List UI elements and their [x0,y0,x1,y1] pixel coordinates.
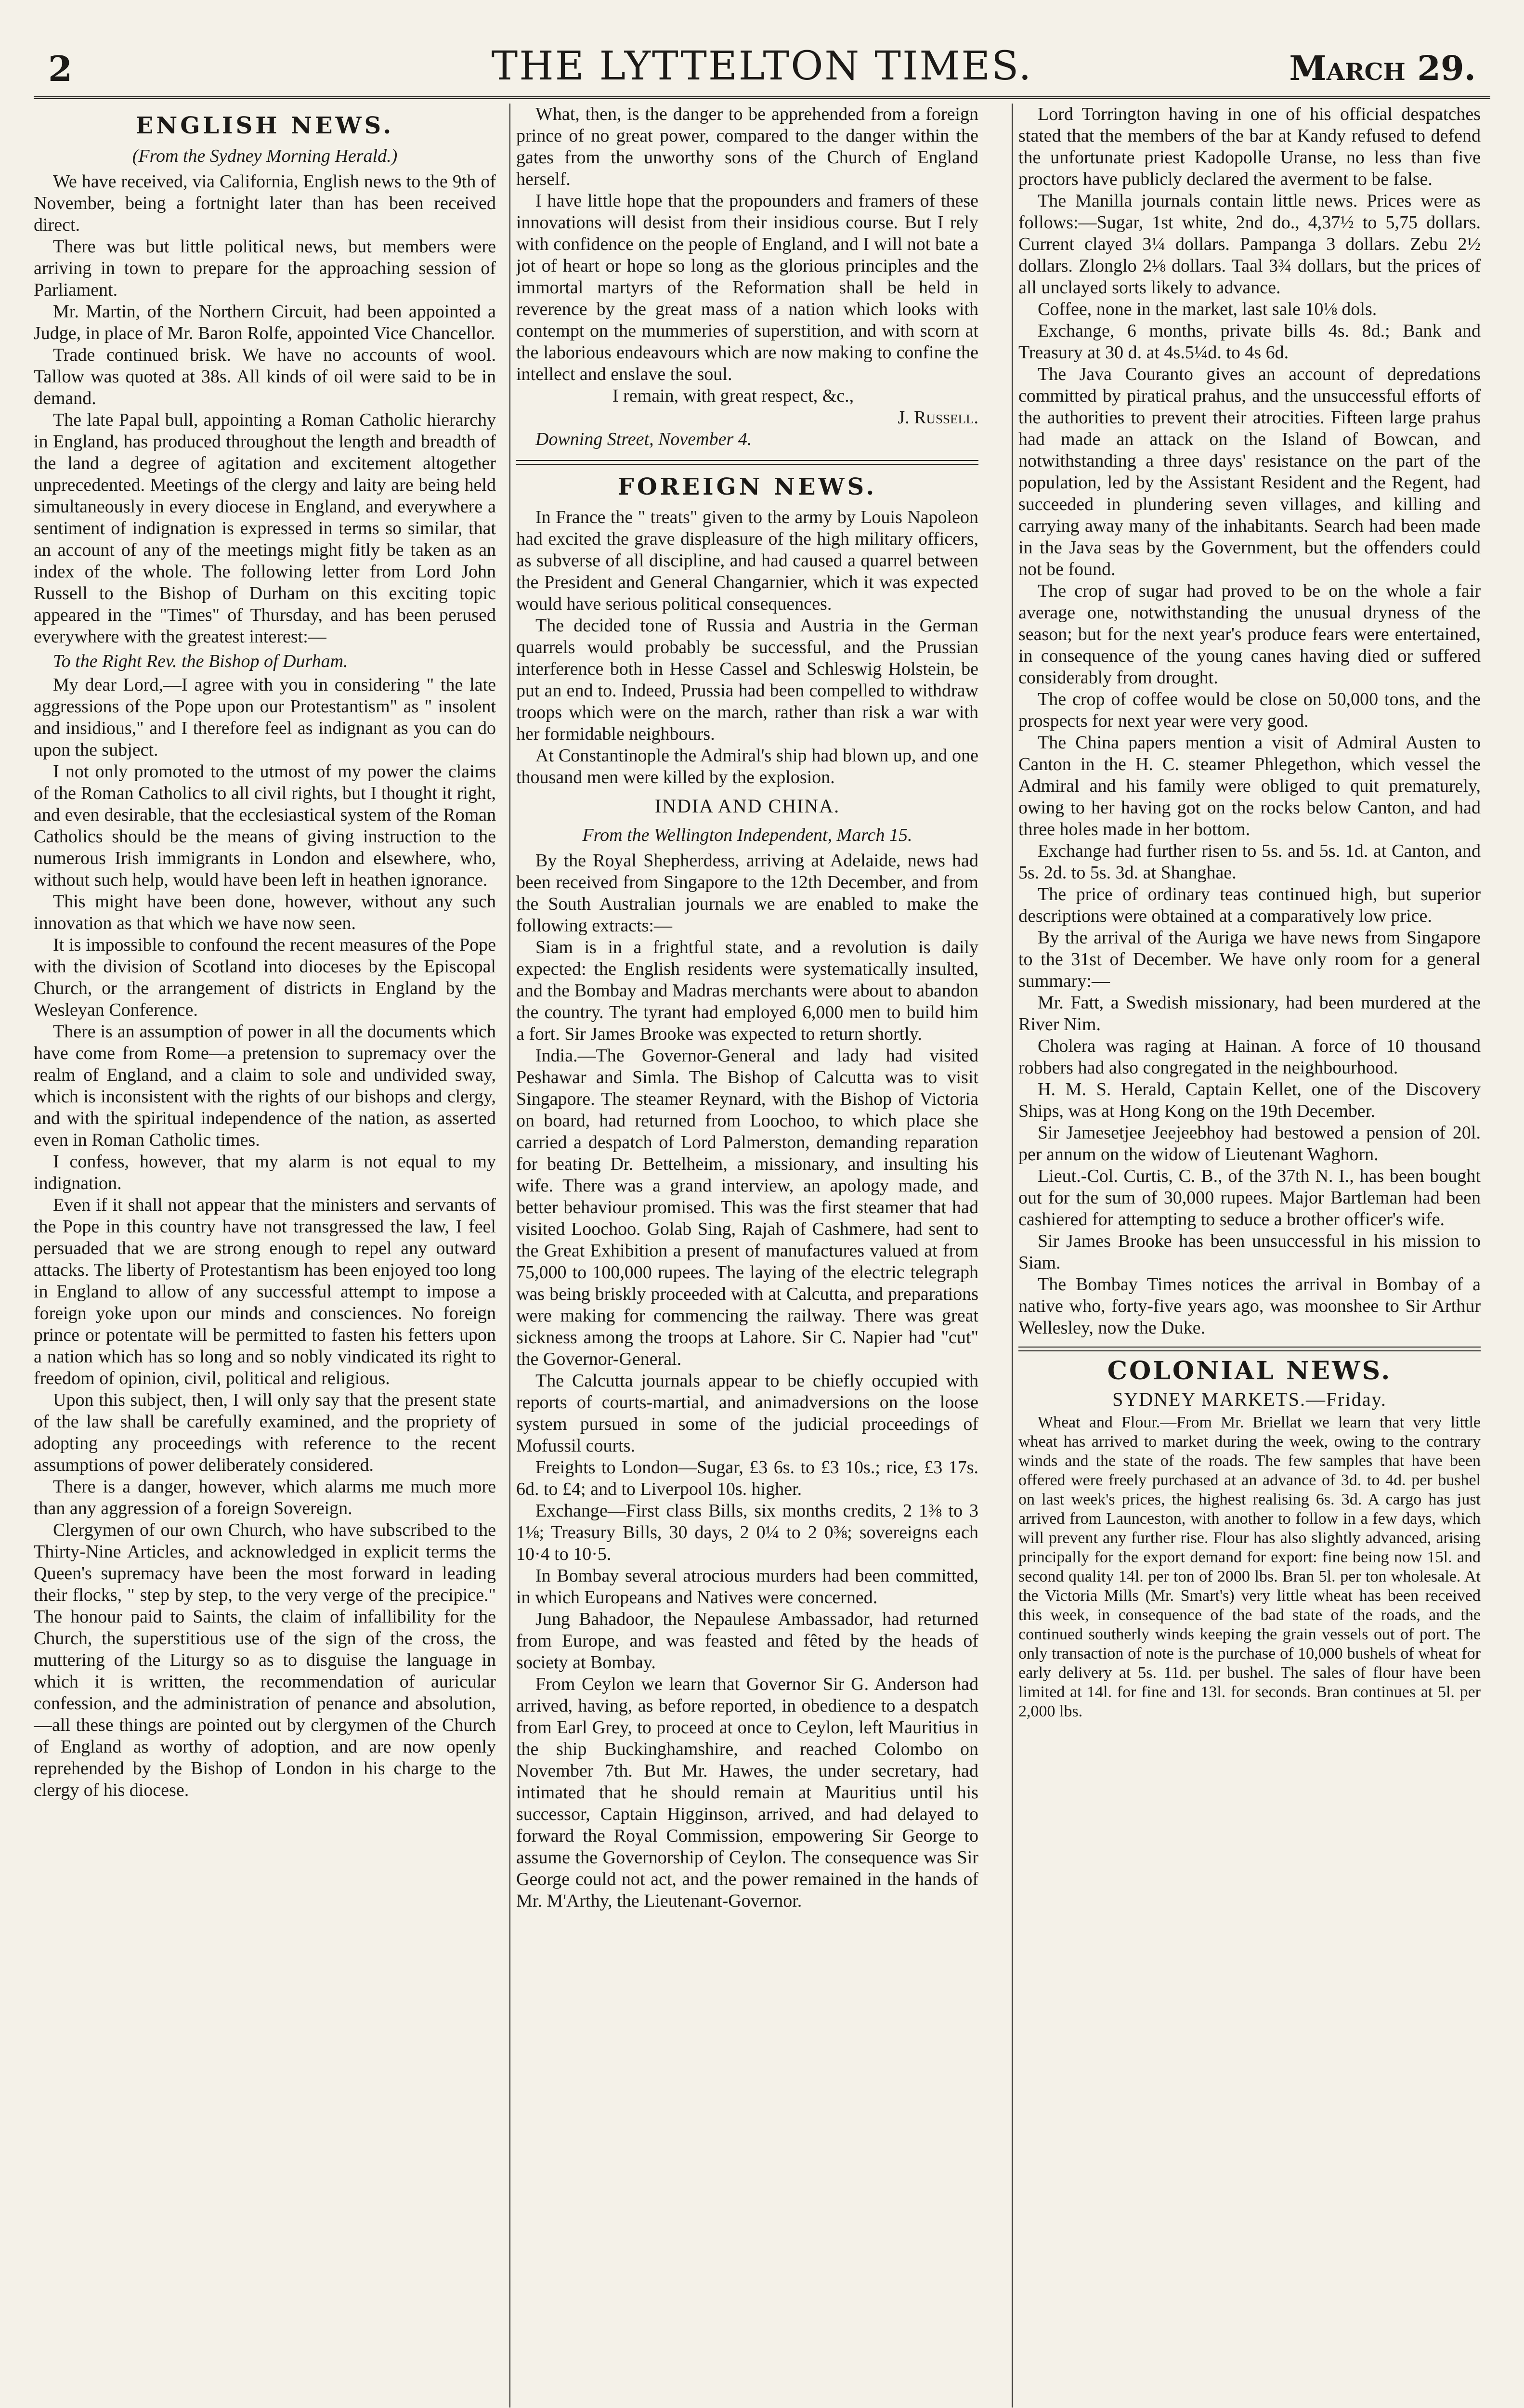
newspaper-title: THE LYTTELTON TIMES. [491,43,1033,89]
letter-para: I not only promoted to the utmost of my power the claims of the Roman Catholics to all civil rights, but I thought it right, and even desirable, that the ecclesiastical system of the Roman Catholics should be the means of giving instruction to the numerous Irish immigrants in London and elsewhere, who, without such help, would have been left in heathen ignorance. [34,761,496,890]
foreign-para: The decided tone of Russia and Austria in the German quarrels would probably be successful, and the Prussian interference both in Hesse Cassel and Schleswig Holstein, be put an end to. Indeed, Prussia had been compelled to withdraw troops which were on the march, rather than risk a war with her formidable neighbours. [516,615,978,744]
english-source: (From the Sydney Morning Herald.) [132,146,398,166]
foreign-para: At Constantinople the Admiral's ship had blown up, and one thousand men were killed by the explosion. [516,746,978,787]
column-1 [34,104,496,2408]
column-2 [516,104,978,2408]
india-para: The Bombay Times notices the arrival in Bombay of a native who, forty-five years ago, was moonshee to Sir Arthur Wellesley, now the Duke. [1018,1274,1481,1338]
section-heading-colonial: COLONIAL NEWS. [1107,1356,1392,1386]
column-rule [1012,104,1013,2408]
columns [34,104,1490,2408]
letter-para: There is a danger, however, which alarms me much more than any aggression of a foreign Sovereign. [34,1477,496,1518]
page-number: 2 [48,48,73,89]
india-para: The Calcutta journals appear to be chiefly occupied with reports of courts-martial, and animadversions on the loose system pursued in some of the judicial proceedings of Mofussil courts. [516,1371,978,1456]
foreign-para: In France the " treats" given to the army by Louis Napoleon had excited the grave displeasure of the high military officers, as subverse of all discipline, and had caused a quarrel between the President and General Changarnier, which it was expected would have serious political consequences. [516,507,978,614]
colonial-subheading: SYDNEY MARKETS.—Friday. [1112,1388,1387,1410]
section-heading-english: ENGLISH NEWS. [135,112,394,139]
section-heading-foreign: FOREIGN NEWS. [617,473,877,500]
section-divider [1018,1347,1481,1351]
india-para: Sir James Brooke has been unsuccessful in his mission to Siam. [1018,1231,1481,1273]
india-para: By the Royal Shepherdess, arriving at Adelaide, news had been received from Singapore to the 12th December, and from the South Australian journals we are enabled to make the following extracts:— [516,851,978,936]
india-para: The crop of sugar had proved to be on the whole a fair average one, notwithstanding the unusual dryness of the season; but for the next year's produce fears were entertained, in consequence of the young canes having died or suffered considerably from drought. [1018,581,1481,688]
india-para: In Bombay several atrocious murders had been committed, in which Europeans and Natives were concerned. [516,1566,978,1608]
masthead [34,29,1490,99]
letter-para: This might have been done, however, without any such innovation as that which we have now seen. [34,891,496,933]
india-para: Mr. Fatt, a Swedish missionary, had been murdered at the River Nim. [1018,993,1481,1034]
letter-dateline: Downing Street, November 4. [535,429,752,449]
india-para: India.—The Governor-General and lady had visited Peshawar and Simla. The Bishop of Calcutta was to visit Singapore. The steamer Reynard, with the Bishop of Victoria on board, had returned from Loochoo, to which place she carried a despatch of Lord Palmerston, demanding reparation for beating Dr. Bettelheim, a missionary, and insulting his wife. There was a grand interview, an apology made, and better behaviour promised. This was the first steamer that had visited Loochoo. Golab Sing, Rajah of Cashmere, had sent to the Great Exhibition a present of manufactures valued at from 75,000 to 100,000 rupees. The laying of the electric telegraph was being briskly proceeded with at Calcutta, and preparations were making for commencing the railway. There was great sickness among the troops at Lahore. Sir C. Napier had "cut" the Governor-General. [516,1046,978,1369]
letter-para: It is impossible to confound the recent measures of the Pope with the division of Scotland into dioceses by the Episcopal Church, or the arrangement of districts in England by the Wesleyan Conference. [34,935,496,1020]
india-para: The Manilla journals contain little news. Prices were as follows:—Sugar, 1st white, 2nd do., 4,37½ to 5,75 dollars. Current clayed 3¼ dollars. Pampanga 3 dollars. Zebu 2½ dollars. Zlonglo 2⅛ dollars. Taal 3¾ dollars, but the prices of all unclayed sorts likely to advance. [1018,191,1481,298]
letter-para: There is an assumption of power in all the documents which have come from Rome—a pretension to supremacy over the realm of England, and a claim to sole and undivided sway, which is inconsistent with the rights of our bishops and clergy, and with the spiritual independence of the nation, as asserted even in Roman Catholic times. [34,1021,496,1150]
india-source: From the Wellington Independent, March 15. [582,825,912,845]
india-para: The China papers mention a visit of Admiral Austen to Canton in the H. C. steamer Phlegethon, which vessel the Admiral and his family were obliged to quit prematurely, owing to her having got on the rocks below Canton, and had three holes made in her bottom. [1018,733,1481,839]
letter-para: My dear Lord,—I agree with you in considering " the late aggressions of the Pope upon our Protestantism" as " insolent and insidious," and I therefore feel as indignant as you can do upon the subject. [34,675,496,760]
letter-para: Upon this subject, then, I will only say that the present state of the law shall be carefully examined, and the propriety of adopting any proceedings with reference to the recent assumptions of power deliberately considered. [34,1390,496,1475]
india-para: Exchange had further risen to 5s. and 5s. 1d. at Canton, and 5s. 2d. to 5s. 3d. at Shanghae. [1018,841,1481,883]
column-rule [509,104,510,2408]
india-para: H. M. S. Herald, Captain Kellet, one of the Discovery Ships, was at Hong Kong on the 19th December. [1018,1079,1481,1121]
india-para: The Java Couranto gives an account of depredations committed by piratical prahus, and the unsuccessful efforts of the authorities to prevent their atrocities. Fifteen large prahus had made an attack on the Island of Bowcan, and notwithstanding a three days' resistance on the part of the population, led by the Assistant Resident and the Regent, had succeeded in plundering seven villages, and killing and carrying away many of the inhabitants. Search had been made in the Java seas by the Government, but the offenders could not be found. [1018,364,1481,579]
india-para: By the arrival of the Auriga we have news from Singapore to the 31st of December. We have only room for a general summary:— [1018,928,1481,991]
section-divider [516,460,978,465]
letter-para: I have little hope that the propounders and framers of these innovations will desist from their insidious course. But I rely with confidence on the people of England, and I will not bate a jot of heart or hope so long as the glorious principles and the immortal martyrs of the Reformation shall be held in reverence by the great mass of a nation which looks with contempt on the mummeries of superstition, and with scorn at the laborious endeavours which are now making to confine the intellect and enslave the soul. [516,191,978,384]
india-heading: INDIA AND CHINA. [654,795,840,817]
india-para: Freights to London—Sugar, £3 6s. to £3 10s.; rice, £3 17s. 6d. to £4; and to Liverpool 10s. higher. [516,1457,978,1499]
english-para: Trade continued brisk. We have no accounts of wool. Tallow was quoted at 38s. All kinds of oil were said to be in demand. [34,345,496,408]
english-para: Mr. Martin, of the Northern Circuit, had been appointed a Judge, in place of Mr. Baron Rolfe, appointed Vice Chancellor. [34,301,496,343]
india-para: Lord Torrington having in one of his official despatches stated that the members of the bar at Kandy refused to defend the unfortunate priest Kadopolle Uranse, no less than five proctors have publicly declared the averment to be false. [1018,104,1481,189]
india-para: Coffee, none in the market, last sale 10⅛ dols. [1038,299,1377,319]
india-para: From Ceylon we learn that Governor Sir G. Anderson had arrived, having, as before reported, in obedience to a despatch from Earl Grey, to proceed at once to Ceylon, left Mauritius in the ship Buckinghamshire, and reached Colombo on November 7th. But Mr. Hawes, the under secretary, had intimated that he should remain at Mauritius until his successor, Captain Higginson, arrived, and had delayed to forward the Royal Commission, empowering Sir George to assume the Governorship of Ceylon. The consequence was Sir George could not act, and the power remained in the hands of Mr. M'Arthy, the Lieutenant-Governor. [516,1674,978,1911]
issue-date: March 29. [1289,48,1476,88]
india-para: Sir Jamesetjee Jeejeebhoy had bestowed a pension of 20l. per annum on the widow of Lieutenant Waghorn. [1018,1123,1481,1165]
india-para: Exchange—First class Bills, six months credits, 2 1⅜ to 3 1⅛; Treasury Bills, 30 days, 2 0¼ to 2 0⅜; sovereigns each 10·4 to 10·5. [516,1501,978,1564]
letter-para: What, then, is the danger to be apprehended from a foreign prince of no great power, compared to the danger within the gates from the unworthy sons of the Church of England herself. [516,104,978,189]
india-para: Cholera was raging at Hainan. A force of 10 thousand robbers had also congregated in the neighbourhood. [1018,1036,1481,1078]
india-para: Exchange, 6 months, private bills 4s. 8d.; Bank and Treasury at 30 d. at 4s.5¼d. to 4s 6d. [1018,321,1481,363]
india-para: Lieut.-Col. Curtis, C. B., of the 37th N. I., has been bought out for the sum of 30,000 rupees. Major Bartleman had been cashiered for attempting to seduce a brother officer's wife. [1018,1166,1481,1230]
letter-closing: I remain, with great respect, &c., [612,386,854,406]
english-para: We have received, via California, English news to the 9th of November, being a fortnight later than has been received direct. [34,171,496,235]
column-3 [1018,104,1481,2408]
letter-addressee: To the Right Rev. the Bishop of Durham. [53,651,348,671]
india-para: Jung Bahadoor, the Nepaulese Ambassador, had returned from Europe, and was feasted and fêted by the heads of society at Bombay. [516,1609,978,1673]
india-para: The price of ordinary teas continued high, but superior descriptions were obtained at a comparatively low price. [1018,884,1481,926]
colonial-para: Wheat and Flour.—From Mr. Briellat we learn that very little wheat has arrived to market during the week, owing to the contrary winds and the state of the roads. The few samples that have been offered were freely purchased at an advance of 3d. to 4d. per bushel on last week's prices, the highest realising 6s. 3d. A cargo has just arrived from Launceston, with another to follow in a few days, which will prevent any further rise. Flour has also slightly advanced, arising principally for the export demand for export: fine being now 15l. and second quality 14l. per ton of 2000 lbs. Bran 5l. per ton wholesale. At the Victoria Mills (Mr. Smart's) very little wheat has been received this week, in consequence of the bad state of the roads, and the continued southerly winds keeping the grain vessels out of port. The only transaction of note is the purchase of 10,000 bushels of wheat for early delivery at 5s. 11d. per bushel. The sales of flour have been limited at 14l. for fine and 13l. for seconds. Bran continues at 5l. per 2,000 lbs. [1018,1413,1481,1720]
letter-para: Clergymen of our own Church, who have subscribed to the Thirty-Nine Articles, and acknowledged in explicit terms the Queen's supremacy have been the most forward in leading their flocks, " step by step, to the very verge of the precipice." The honour paid to Saints, the claim of infallibility for the Church, the superstitious use of the sign of the cross, the muttering of the Liturgy so as to disguise the language in which it is written, the recommendation of auricular confession, and the administration of penance and absolution,—all these things are pointed out by clergymen of the Church of England as worthy of adoption, and are now openly reprehended by the Bishop of London in his charge to the clergy of his diocese. [34,1520,496,1800]
letter-para: I confess, however, that my alarm is not equal to my indignation. [34,1152,496,1193]
letter-para: Even if it shall not appear that the ministers and servants of the Pope in this country have not transgressed the law, I feel persuaded that we are strong enough to repel any outward attacks. The liberty of Protestantism has been enjoyed too long in England to allow of any successful attempt to impose a foreign yoke upon our minds and consciences. No foreign prince or potentate will be permitted to fasten his fetters upon a nation which has so long and so nobly vindicated its right to freedom of opinion, civil, political and religious. [34,1195,496,1388]
english-para: The late Papal bull, appointing a Roman Catholic hierarchy in England, has produced throughout the length and breadth of the land a degree of agitation and excitement altogether unprecedented. Meetings of the clergy and laity are being held simultaneously in every diocese in England, and everywhere a sentiment of indignation is expressed in terms so similar, that an account of any of the meetings might fitly be taken as an index of the whole. The following letter from Lord John Russell to the Bishop of Durham on this exciting topic appeared in the "Times" of Thursday, and has been perused everywhere with the greatest interest:— [34,410,496,647]
english-para: There was but little political news, but members were arriving in town to prepare for the approaching session of Parliament. [34,236,496,300]
india-para: The crop of coffee would be close on 50,000 tons, and the prospects for next year were very good. [1018,689,1481,731]
india-para: Siam is in a frightful state, and a revolution is daily expected: the English residents were systematically insulted, and the Bombay and Madras merchants were about to abandon the country. The tyrant had employed 6,000 men to build him a fort. Sir James Brooke was expected to return shortly. [516,937,978,1044]
letter-signature: J. Russell. [898,407,978,428]
